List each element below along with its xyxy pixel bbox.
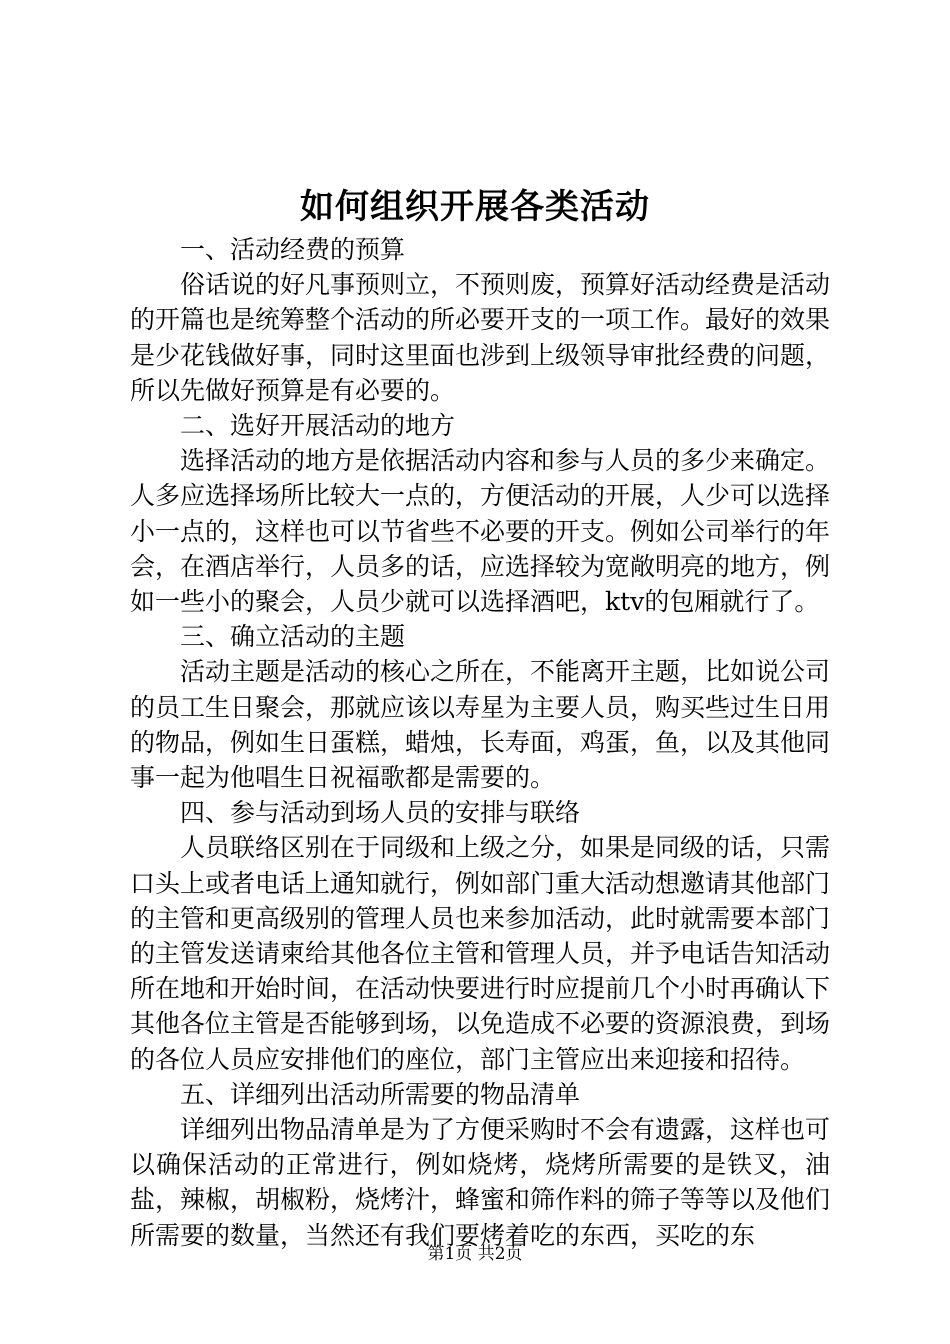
section-heading-3: 三、确立活动的主题: [180, 622, 406, 652]
section-paragraph-4: 人员联络区别在于同级和上级之分，如果是同级的话，只需口头上或者电话上通知就行，例如部门重大活动想邀请其他部门的主管和更高级别的管理人员也来参加活动，此时就需要本部门的主管发送请柬给其他各位主管和管理人员，并予电话告知活动所在地和开始时间，在活动快要进行时应提前几个小时再确认下其他各位主管是否能够到场，以免造成不必要的资源浪费，到场的各位人员应安排他们的座位，部门主管应出来迎接和招待。: [130, 833, 831, 1074]
section-paragraph-5: 详细列出物品清单是为了方便采购时不会有遗露，这样也可以确保活动的正常进行，例如烧烤，烧烤所需要的是铁叉，油盐，辣椒，胡椒粉，烧烤汁，蜂蜜和筛作料的筛子等等以及他们所需要的数量，当然还有我们要烤着吃的东西，买吃的东: [130, 1115, 831, 1250]
document-body: [130, 232, 830, 1253]
section-paragraph-3: 活动主题是活动的核心之所在，不能离开主题，比如说公司的员工生日聚会，那就应该以寿星为主要人员，购买些过生日用的物品，例如生日蛋糕，蜡烛，长寿面，鸡蛋，鱼，以及其他同事一起为他唱生日祝福歌都是需要的。: [130, 657, 831, 793]
section-heading-4: 四、参与活动到场人员的安排与联络: [180, 798, 581, 828]
document-title: 如何组织开展各类活动: [300, 187, 650, 227]
section-heading-5: 五、详细列出活动所需要的物品清单: [180, 1079, 581, 1109]
section-paragraph-1: 俗话说的好凡事预则立，不预则废，预算好活动经费是活动的开篇也是统筹整个活动的所必要开支的一项工作。最好的效果是少花钱做好事，同时这里面也涉到上级领导审批经费的问题，所以先做好预算是有必要的。: [130, 270, 831, 405]
section-heading-2: 二、选好开展活动的地方: [180, 411, 456, 441]
page-footer: 第1页 共2页: [427, 1244, 523, 1264]
section-paragraph-2: 选择活动的地方是依据活动内容和参与人员的多少来确定。人多应选择场所比较大一点的，方便活动的开展，人少可以选择小一点的，这样也可以节省些不必要的开支。例如公司举行的年会，在酒店举行，人员多的话，应选择较为宽敞明亮的地方，例如一些小的聚会，人员少就可以选择酒吧，ktv的包厢就行了。: [130, 446, 831, 617]
section-heading-1: 一、活动经费的预算: [180, 235, 406, 264]
